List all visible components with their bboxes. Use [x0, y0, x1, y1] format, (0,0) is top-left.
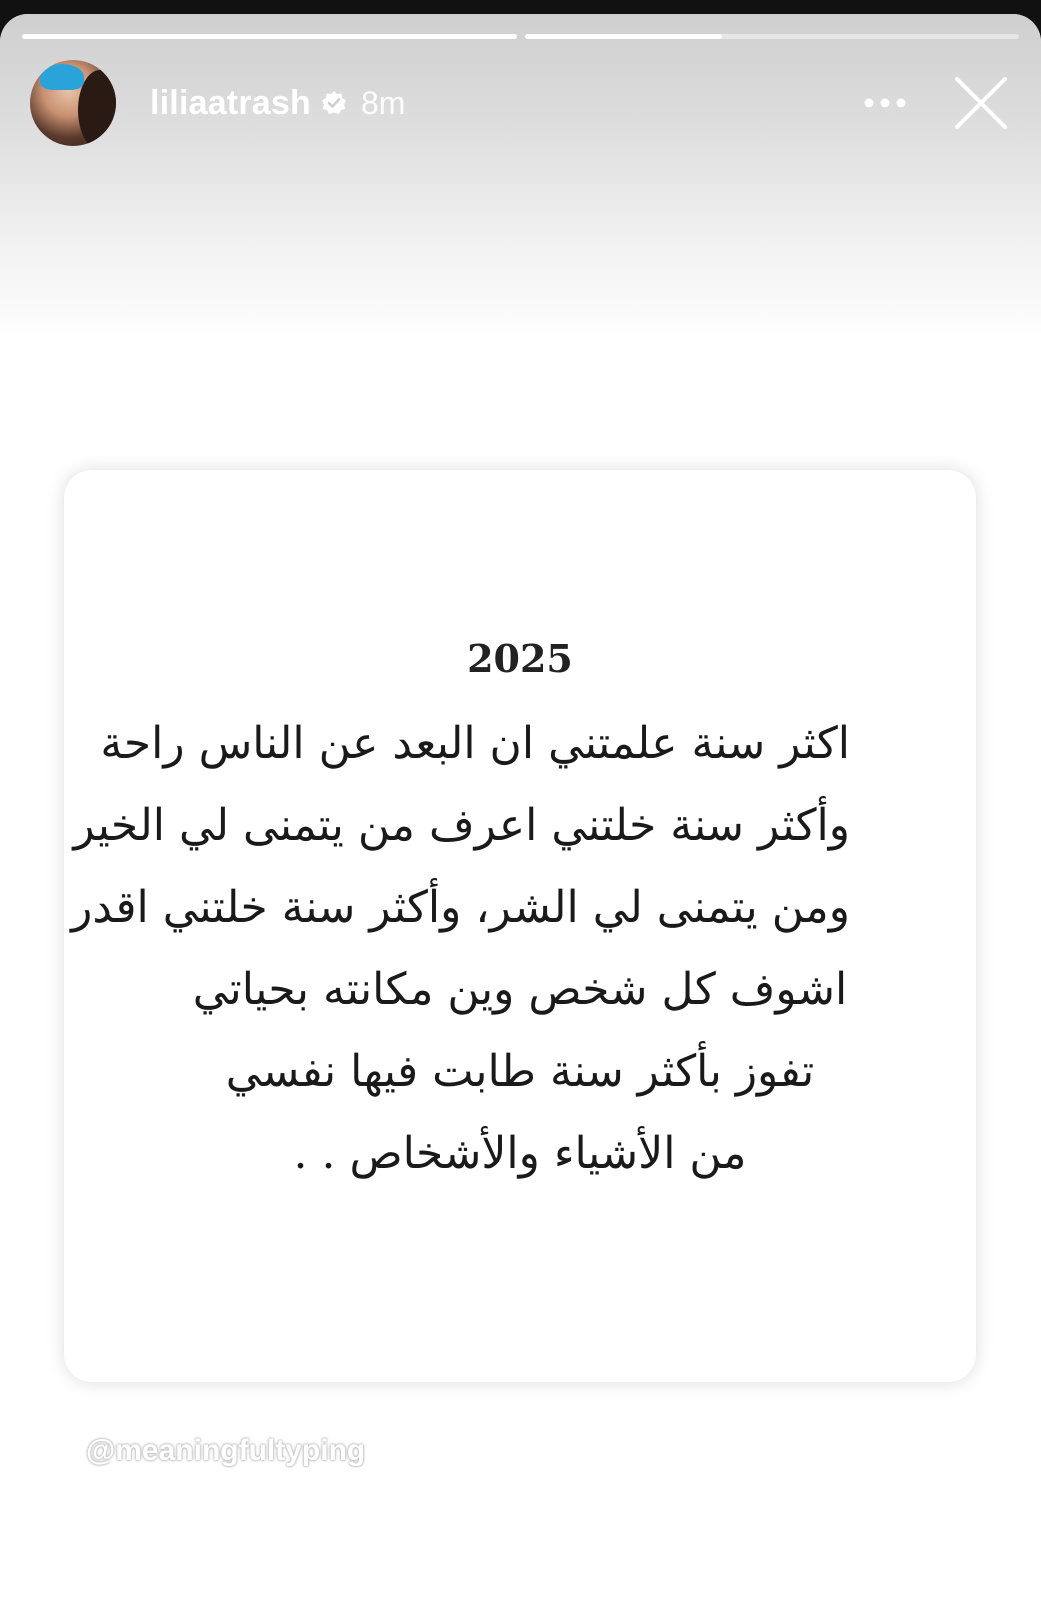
close-icon: [954, 76, 1008, 130]
close-button[interactable]: [951, 73, 1011, 133]
quote-line: من الأشياء والأشخاص . .: [293, 1128, 747, 1179]
quote-line: وأكثر سنة خلتني اعرف من يتمنى لي الخير: [73, 800, 850, 851]
quote-line: تفوز بأكثر سنة طابت فيها نفسي: [225, 1046, 815, 1097]
quote-line: اكثر سنة علمتني ان البعد عن الناس راحة: [100, 718, 850, 769]
progress-segment-1: [22, 34, 517, 39]
more-options-button[interactable]: [855, 73, 915, 133]
quote-line: اشوف كل شخص وين مكانته بحياتي: [192, 964, 848, 1015]
quote-line: ومن يتمنى لي الشر، وأكثر سنة خلتني اقدر: [71, 882, 850, 933]
quote-year: 2025: [467, 636, 573, 681]
story-header: [30, 58, 1011, 148]
story-progress: [22, 34, 1019, 39]
mention-sticker[interactable]: @meaningfultyping: [86, 1434, 366, 1467]
verified-badge-icon: [321, 90, 347, 116]
progress-segment-2: [525, 34, 1020, 39]
more-horizontal-icon: [863, 97, 907, 109]
post-time: 8m: [360, 84, 406, 121]
story-viewer[interactable]: [0, 14, 1041, 1600]
quote-text: [71, 703, 850, 1195]
avatar[interactable]: [30, 60, 116, 146]
quote-card: [64, 470, 976, 1382]
username[interactable]: liliaatrash: [150, 83, 311, 122]
